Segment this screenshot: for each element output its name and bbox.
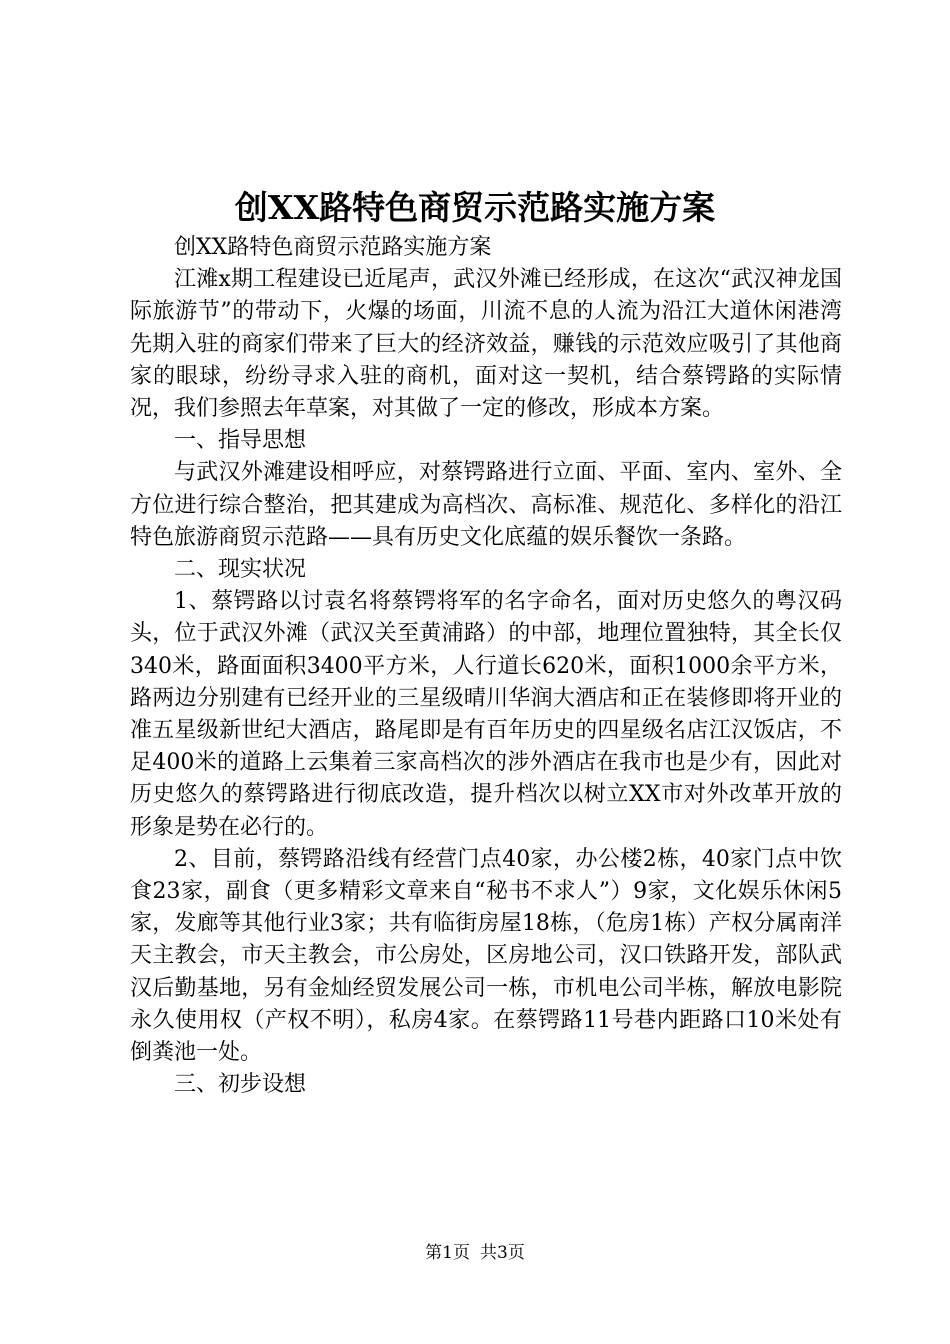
section-heading-guiding-ideology: 一、指导思想 <box>174 428 307 454</box>
section-heading-current-status: 二、现实状况 <box>174 557 307 583</box>
page-number: 第1页 <box>425 1243 470 1263</box>
paragraph-intro: 江滩x期工程建设已近尾声，武汉外滩已经形成，在这次“武汉神龙国际旅游节”的带动下，火爆的场面，川流不息的人流为沿江大道休闲港湾先期入驻的商家们带来了巨大的经济效益，赚钱的示范效应吸引了其他商家的眼球，纷纷寻求入驻的商机，面对这一契机，结合蔡锷路的实际情况，我们参照去年草案，对其做了一定的修改，形成本方案。 <box>130 267 842 422</box>
section-heading-preliminary-plan: 三、初步设想 <box>174 1072 307 1098</box>
paragraph-current-status-1: 1、蔡锷路以讨袁名将蔡锷将军的名字命名，面对历史悠久的粤汉码头，位于武汉外滩（武汉关至黄浦路）的中部，地理位置独特，其全长仅340米，路面面积3400平方米，人行道长620米，面积1000余平方米，路两边分别建有已经开业的三星级晴川华润大酒店和正在装修即将开业的准五星级新世纪大酒店，路尾即是有百年历史的四星级名店江汉饭店，不足400米的道路上云集着三家高档次的涉外酒店在我市也是少有，因此对历史悠久的蔡锷路进行彻底改造，提升档次以树立XX市对外改革开放的形象是势在必行的。 <box>130 589 842 840</box>
page-total: 共3页 <box>480 1243 525 1263</box>
document-title: 创XX路特色商贸示范路实施方案 <box>234 188 716 227</box>
page-footer <box>0 1241 950 1265</box>
paragraph-current-status-2: 2、目前，蔡锷路沿线有经营门点40家，办公楼2栋，40家门点中饮食23家，副食（更多精彩文章来自“秘书不求人”）9家，文化娱乐休闲5家，发廊等其他行业3家；共有临街房屋18栋，（危房1栋）产权分属南洋天主教会，市天主教会，市公房处，区房地公司，汉口铁路开发，部队武汉后勤基地，另有金灿经贸发展公司一栋，市机电公司半栋，解放电影院永久使用权（产权不明），私房4家。在蔡锷路11号巷内距路口10米处有倒粪池一处。 <box>130 846 842 1066</box>
document-body <box>130 232 842 1101</box>
paragraph-guiding-ideology: 与武汉外滩建设相呼应，对蔡锷路进行立面、平面、室内、室外、全方位进行综合整治，把其建成为高档次、高标准、规范化、多样化的沿江特色旅游商贸示范路——具有历史文化底蕴的娱乐餐饮一条路。 <box>130 460 842 550</box>
paragraph-subtitle: 创XX路特色商贸示范路实施方案 <box>174 235 492 260</box>
